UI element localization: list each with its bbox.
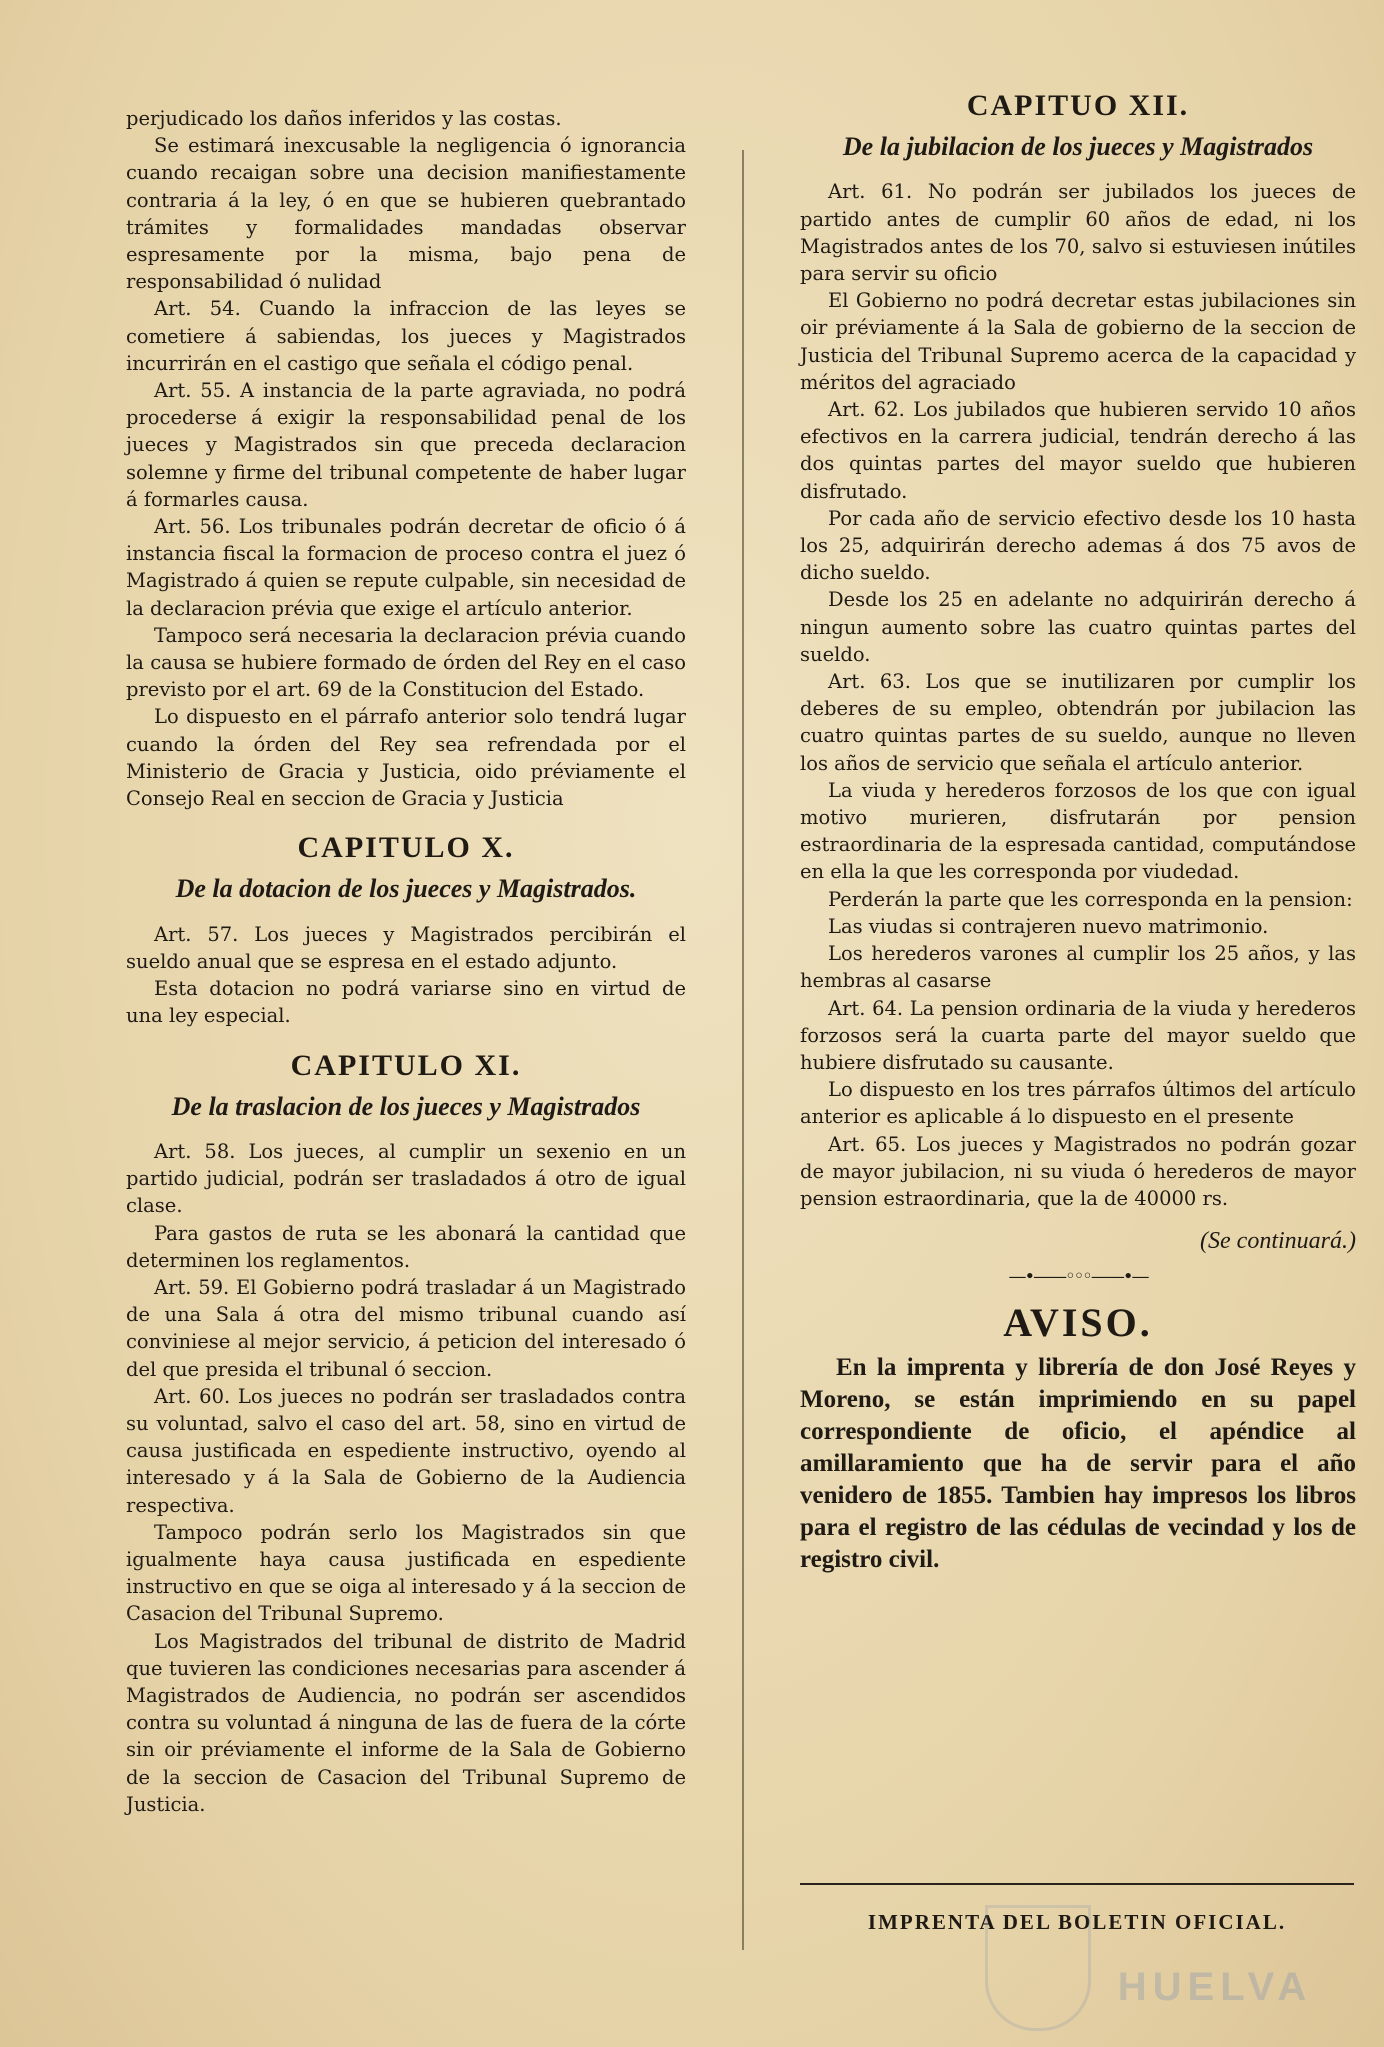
- paragraph: Por cada año de servicio efectivo desde los 10 hasta los 25, adquirirán derecho ademas á dos 75 avos de dicho sueldo.: [800, 506, 1356, 585]
- chapter-11-title: CAPITULO XI.: [290, 1048, 522, 1082]
- paragraph: Art. 57. Los jueces y Magistrados percibirán el sueldo anual que se espresa en el estado adjunto.: [126, 922, 686, 973]
- paragraph: Tampoco podrán serlo los Magistrados sin que igualmente haya causa justificada en espediente instructivo en que se oiga al interesado y á la seccion de Casacion del Tribunal Supremo.: [126, 1520, 686, 1626]
- paragraph: Desde los 25 en adelante no adquirirán derecho á ningun aumento sobre las cuatro quintas partes del sueldo.: [800, 588, 1356, 666]
- watermark-crest-icon: [985, 1905, 1091, 2031]
- chapter-11-subtitle: De la traslacion de los jueces y Magistrados: [171, 1091, 641, 1121]
- paragraph: Art. 62. Los jubilados que hubieren servido 10 años efectivos en la carrera judicial, tendrán derecho á las dos quintas partes del mayor sueldo que hubieren disfrutado.: [800, 398, 1356, 503]
- chapter-10-subtitle: De la dotacion de los jueces y Magistrados.: [175, 874, 637, 904]
- paragraph: Art. 64. La pension ordinaria de la viuda y herederos forzosos será la cuarta parte del mayor sueldo que hubiere disfrutado su causante.: [800, 996, 1356, 1074]
- paragraph: Art. 59. El Gobierno podrá trasladar á un Magistrado de una Sala á otra del mismo tribunal cuando así conviniese al mejor servicio, á peticion del interesado ó del que presida el tribunal ó seccion.: [126, 1275, 686, 1381]
- paragraph: Art. 58. Los jueces, al cumplir un sexenio en un partido judicial, podrán ser trasladados á otro de igual clase.: [126, 1139, 686, 1218]
- paragraph: Lo dispuesto en el párrafo anterior solo tendrá lugar cuando la órden del Rey sea refrendada por el Ministerio de Gracia y Justicia, oido préviamente el Consejo Real en seccion de Gracia y Justicia: [126, 705, 686, 811]
- right-column: [800, 89, 1356, 1576]
- footer-rule: [800, 1883, 1354, 1885]
- watermark-logo: HUELVA: [1117, 1965, 1313, 2009]
- paragraph: Se estimará inexcusable la negligencia ó ignorancia cuando recaigan sobre una decision manifiestamente contraria á la ley, ó en que se hubieren quebrantado trámites y formalidades mandadas observar espresamente por la misma, bajo pena de responsabilidad ó nulidad: [126, 134, 686, 294]
- chapter-10-title: CAPITULO X.: [297, 831, 515, 865]
- aviso-title: AVISO.: [1003, 1299, 1153, 1345]
- paragraph: Art. 65. Los jueces y Magistrados no podrán gozar de mayor jubilacion, ni su viuda ó herederos de mayor pension estraordinaria, que la de 40000 rs.: [800, 1132, 1356, 1210]
- printer-imprint: IMPRENTA DEL BOLETIN OFICIAL.: [867, 1910, 1287, 1934]
- chapter-12-title: CAPITUO XII.: [966, 89, 1190, 122]
- left-paragraphs-b: [126, 921, 686, 1030]
- paragraph: Los herederos varones al cumplir los 25 años, y las hembras al casarse: [800, 942, 1356, 993]
- continuara-note: (Se continuará.): [1200, 1228, 1356, 1255]
- paragraph: Perderán la parte que les corresponda en la pension:: [828, 887, 1353, 911]
- paragraph: Para gastos de ruta se les abonará la cantidad que determinen los reglamentos.: [126, 1221, 686, 1272]
- left-column: [126, 105, 686, 1818]
- paragraph: perjudicado los daños inferidos y las costas.: [126, 107, 562, 130]
- paragraph: Lo dispuesto en los tres párrafos últimos del artículo anterior es aplicable á lo dispuesto en el presente: [800, 1078, 1356, 1129]
- column-divider: [742, 150, 744, 1950]
- chapter-12-subtitle: De la jubilacion de los jueces y Magistrados: [842, 132, 1314, 162]
- paragraph: Los Magistrados del tribunal de distrito de Madrid que tuvieren las condiciones necesarias para ascender á Magistrados de Audiencia, no podrán ser ascendidos contra su voluntad á ninguna de las de fuera de la córte sin oir préviamente el informe de la Sala de Gobierno de la seccion de Casacion del Tribunal Supremo de Justicia.: [126, 1629, 686, 1816]
- paragraph: Art. 56. Los tribunales podrán decretar de oficio ó á instancia fiscal la formacion de proceso contra el juez ó Magistrado á quien se repute culpable, sin necesidad de la declaracion prévia que exige el artículo anterior.: [126, 515, 686, 620]
- paragraph: Art. 63. Los que se inutilizaren por cumplir los deberes de su empleo, obtendrán por jubilacion las cuatro quintas partes de su sueldo, aunque no lleven los años de servicio que señala el artículo anterior.: [800, 670, 1356, 775]
- paragraph: Esta dotacion no podrá variarse sino en virtud de una ley especial.: [126, 977, 686, 1028]
- left-paragraphs-c: [126, 1138, 686, 1818]
- paragraph: Art. 54. Cuando la infraccion de las leyes se cometiere á sabiendas, los jueces y Magistrados incurrirán en el castigo que señala el código penal.: [126, 297, 686, 375]
- right-paragraphs: [800, 178, 1356, 1212]
- paragraph: Art. 55. A instancia de la parte agraviada, no podrá procederse á exigir la responsabilidad penal de los jueces y Magistrados sin que preceda declaracion solemne y firme del tribunal competente de haber lugar á formarles causa.: [126, 379, 686, 511]
- aviso-text: En la imprenta y librería de don José Reyes y Moreno, se están imprimiendo en su papel correspondiente de oficio, el apéndice al amillaramiento que ha de servir para el año venidero de 1855. Tambien hay impresos los libros para el registro de las cédulas de vecindad y los de registro civil.: [800, 1353, 1356, 1573]
- paragraph: El Gobierno no podrá decretar estas jubilaciones sin oir préviamente á la Sala de gobierno de la seccion de Justicia del Tribunal Supremo acerca de la capacidad y méritos del agraciado: [800, 289, 1356, 394]
- ornament-divider: —•——◦◦◦——•—: [1008, 1266, 1148, 1288]
- left-paragraphs-a: [126, 105, 686, 812]
- paragraph: Tampoco será necesaria la declaracion prévia cuando la causa se hubiere formado de órden del Rey en el caso previsto por el art. 69 de la Constitucion del Estado.: [126, 623, 686, 702]
- paragraph: La viuda y herederos forzosos de los que con igual motivo murieren, disfrutarán por pension estraordinaria de la espresada cantidad, computándose en ella la que les corresponda por viudedad.: [800, 778, 1356, 884]
- paragraph: Art. 61. No podrán ser jubilados los jueces de partido antes de cumplir 60 años de edad, ni los Magistrados antes de los 70, salvo si estuviesen inútiles para servir su oficio: [800, 180, 1356, 286]
- paragraph: Las viudas si contrajeren nuevo matrimonio.: [828, 914, 1269, 938]
- paragraph: Art. 60. Los jueces no podrán ser trasladados contra su voluntad, salvo el caso del art. 58, sino en virtud de causa justificada en espediente instructivo, oyendo al interesado y á la Sala de Gobierno de la Audiencia respectiva.: [126, 1384, 686, 1517]
